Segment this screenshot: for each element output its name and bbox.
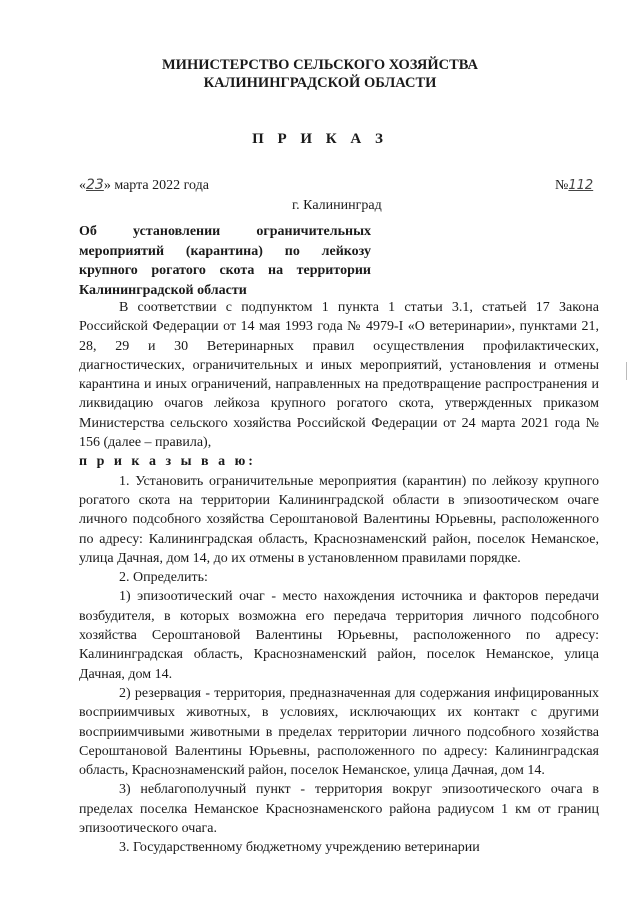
ministry-line-2: КАЛИНИНГРАДСКОЙ ОБЛАСТИ: [203, 75, 437, 91]
order-date: [79, 176, 209, 195]
clause-1: 1. Установить ограничительные мероприятия (карантин) по лейкозу крупного рогатого скота на территории Калининградской области в эпизоотическом очаге личного подсобного хозяйства Сероштановой Валентины Юрьевны, расположенного по адресу: Калининградская область, Краснознаменский район, поселок Неманское, улица Дачная, дом 14, до их отмены в установленном правилами порядке.: [79, 473, 599, 566]
clause-2-3: 3) неблагополучный пункт - территория вокруг эпизоотического очага в пределах поселка Неманское Краснознаменского района радиусом 1 км от границ эпизоотического очага.: [79, 782, 599, 837]
order-body: [79, 298, 599, 858]
date-day-handwritten: 23: [86, 177, 104, 193]
order-word: п р и к а з ы в а ю:: [79, 454, 256, 470]
order-number: [555, 176, 593, 195]
ministry-header: [0, 56, 640, 92]
margin-mark: [626, 362, 630, 380]
clause-2-2: 2) резервация - территория, предназначенная для содержания инфицированных восприимчивых животных, в условиях, исключающих их контакт с другими восприимчивыми животными в пределах территории личного подсобного хозяйства Сероштановой Валентины Юрьевны, расположенного по адресу: Калининградская область, Краснознаменский район, поселок Неманское, улица Дачная, дом 14.: [79, 685, 599, 779]
number-value-handwritten: 112: [568, 178, 594, 193]
date-rest: » марта 2022 года: [103, 178, 209, 193]
clause-3: 3. Государственному бюджетному учреждению ветеринарии: [119, 840, 480, 856]
ministry-line-1: МИНИСТЕРСТВО СЕЛЬСКОГО ХОЗЯЙСТВА: [162, 57, 478, 73]
intro-text: В соответствии с подпунктом 1 пункта 1 статьи 3.1, статьей 17 Закона Российской Федерации от 14 мая 1993 года № 4979-I «О ветеринарии», пунктами 21, 28, 29 и 30 Ветеринарных правил осуществления профилактических, диагностических, ограничительных и иных мероприятий, установления и отмены карантина и иных ограничений, направленных на предотвращение распространения и ликвидацию очагов лейкоза крупного рогатого скота, утвержденных приказом Министерства сельского хозяйства Российской Федерации от 24 марта 2021 года № 156 (далее – правила),: [79, 300, 599, 451]
order-subject: Об установлении ограничительных мероприятий (карантина) по лейкозу крупного рогатого скота на территории Калининградской области: [79, 224, 371, 298]
number-prefix: №: [555, 178, 569, 193]
city-label: г. Калининград: [292, 198, 382, 213]
date-open-quote: «: [79, 178, 86, 193]
clause-2: 2. Определить:: [119, 570, 208, 586]
document-type-title: П Р И К А З: [252, 131, 388, 147]
clause-2-1: 1) эпизоотический очаг - место нахождения источника и факторов передачи возбудителя, в которых возможна его передача территория личного подсобного хозяйства Сероштановой Валентины Юрьевны, расположенного по адресу: Калининградская область, Краснознаменский район, поселок Неманское, улица Дачная, дом 14.: [79, 589, 599, 682]
intro-paragraph: [79, 298, 599, 472]
